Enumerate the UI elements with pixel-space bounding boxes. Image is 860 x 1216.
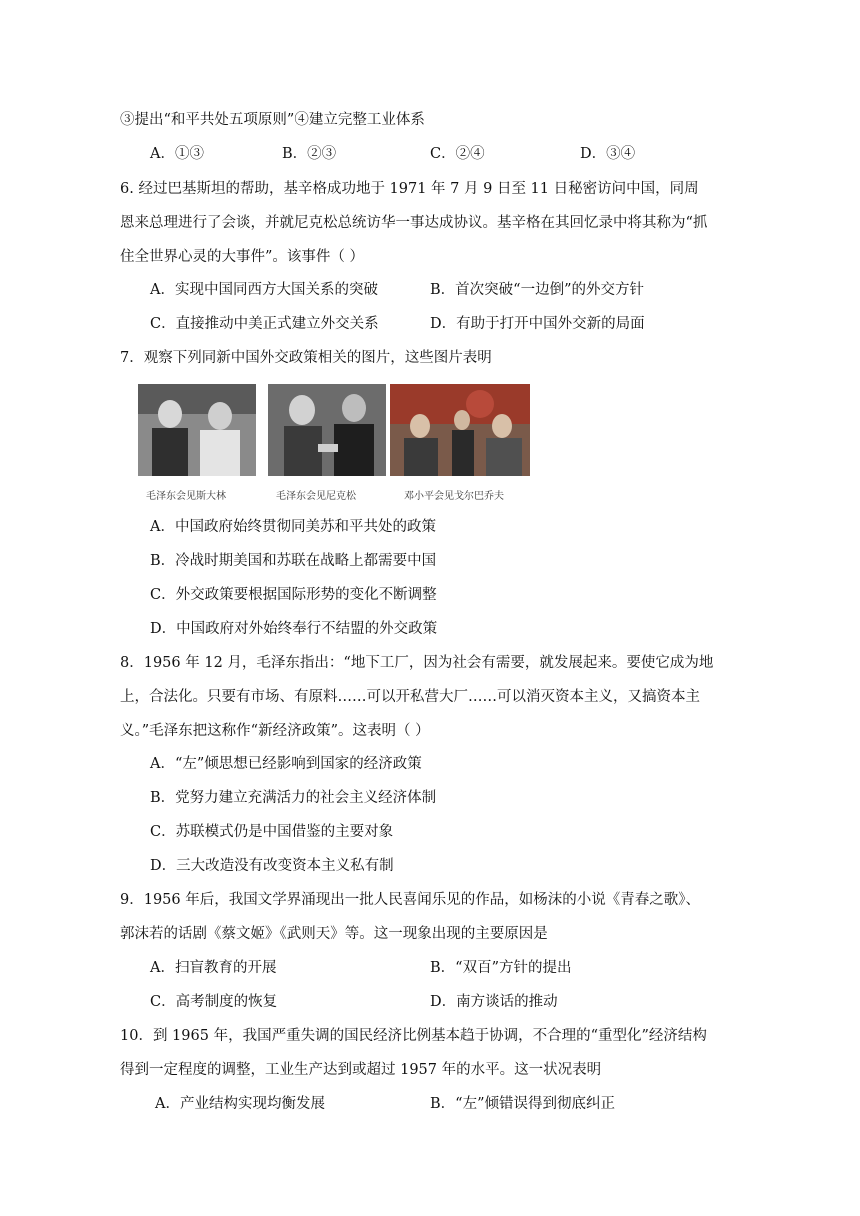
caption-3: 邓小平会见戈尔巴乔夫 — [404, 491, 504, 502]
question-6-option-c: C．直接推动中美正式建立外交关系 — [150, 316, 379, 332]
question-8-option-d: D．三大改造没有改变资本主义私有制 — [150, 858, 394, 874]
question-8-line-1: 8．1956 年 12 月，毛泽东指出：“地下工厂，因为社会有需要，就发展起来。要使它成为地 — [120, 655, 714, 671]
question-9-option-b: B．“双百”方针的提出 — [430, 960, 572, 976]
question-7-option-d: D．中国政府对外始终奉行不结盟的外交政策 — [150, 621, 438, 637]
question-8-option-a: A．“左”倾思想已经影响到国家的经济政策 — [150, 756, 422, 772]
question-text-line: ③提出“和平共处五项原则”④建立完整工业体系 — [120, 112, 425, 128]
question-10-option-b: B．“左”倾错误得到彻底纠正 — [430, 1096, 615, 1112]
question-7-option-b: B．冷战时期美国和苏联在战略上都需要中国 — [150, 553, 437, 569]
question-8-option-c: C．苏联模式仍是中国借鉴的主要对象 — [150, 824, 394, 840]
option-a: A．①③ — [150, 146, 204, 162]
question-10-line-1: 10．到 1965 年，我国严重失调的国民经济比例基本趋于协调，不合理的“重型化”经济结构 — [120, 1028, 707, 1044]
question-10-line-2: 得到一定程度的调整，工业生产达到或超过 1957 年的水平。这一状况表明 — [120, 1062, 602, 1078]
question-8-option-b: B．党努力建立充满活力的社会主义经济体制 — [150, 790, 437, 806]
question-9-line-1: 9．1956 年后，我国文学界涌现出一批人民喜闻乐见的作品，如杨沫的小说《青春之歌》、 — [120, 892, 700, 908]
question-7-option-c: C．外交政策要根据国际形势的变化不断调整 — [150, 587, 437, 603]
question-9-option-c: C．高考制度的恢复 — [150, 994, 278, 1010]
question-6-line-2: 恩来总理进行了会谈，并就尼克松总统访华一事达成协议。基辛格在其回忆录中将其称为“抓 — [120, 215, 708, 231]
question-6-line-1: 6. 经过巴基斯坦的帮助，基辛格成功地于 1971 年 7 月 9 日至 11 日秘密访问中国，同周 — [120, 181, 699, 197]
photo-mao-stalin — [138, 384, 256, 476]
question-6-option-d: D．有助于打开中国外交新的局面 — [430, 316, 645, 332]
option-b: B．②③ — [282, 146, 337, 162]
question-9-option-a: A．扫盲教育的开展 — [150, 960, 277, 976]
photo-mao-nixon — [268, 384, 386, 476]
question-6-option-b: B．首次突破“一边倒”的外交方针 — [430, 282, 644, 298]
question-10-option-a: A．产业结构实现均衡发展 — [155, 1096, 325, 1112]
question-6-option-a: A．实现中国同西方大国关系的突破 — [150, 282, 378, 298]
question-8-line-3: 义。”毛泽东把这称作“新经济政策”。这表明（ ） — [120, 723, 430, 739]
question-7-line: 7．观察下列同新中国外交政策相关的图片，这些图片表明 — [120, 350, 492, 366]
caption-1: 毛泽东会见斯大林 — [146, 491, 226, 502]
option-c: C．②④ — [430, 146, 485, 162]
question-9-line-2: 郭沫若的话剧《蔡文姬》《武则天》等。这一现象出现的主要原因是 — [120, 926, 548, 942]
caption-2: 毛泽东会见尼克松 — [276, 491, 356, 502]
question-9-option-d: D．南方谈话的推动 — [430, 994, 558, 1010]
photo-deng-gorbachev — [390, 384, 530, 476]
question-6-line-3: 住全世界心灵的大事件”。该事件（ ） — [120, 249, 365, 265]
option-d: D．③④ — [580, 146, 636, 162]
question-8-line-2: 上，合法化。只要有市场、有原料……可以开私营大厂……可以消灭资本主义，又搞资本主 — [120, 689, 700, 705]
question-7-option-a: A．中国政府始终贯彻同美苏和平共处的政策 — [150, 519, 436, 535]
